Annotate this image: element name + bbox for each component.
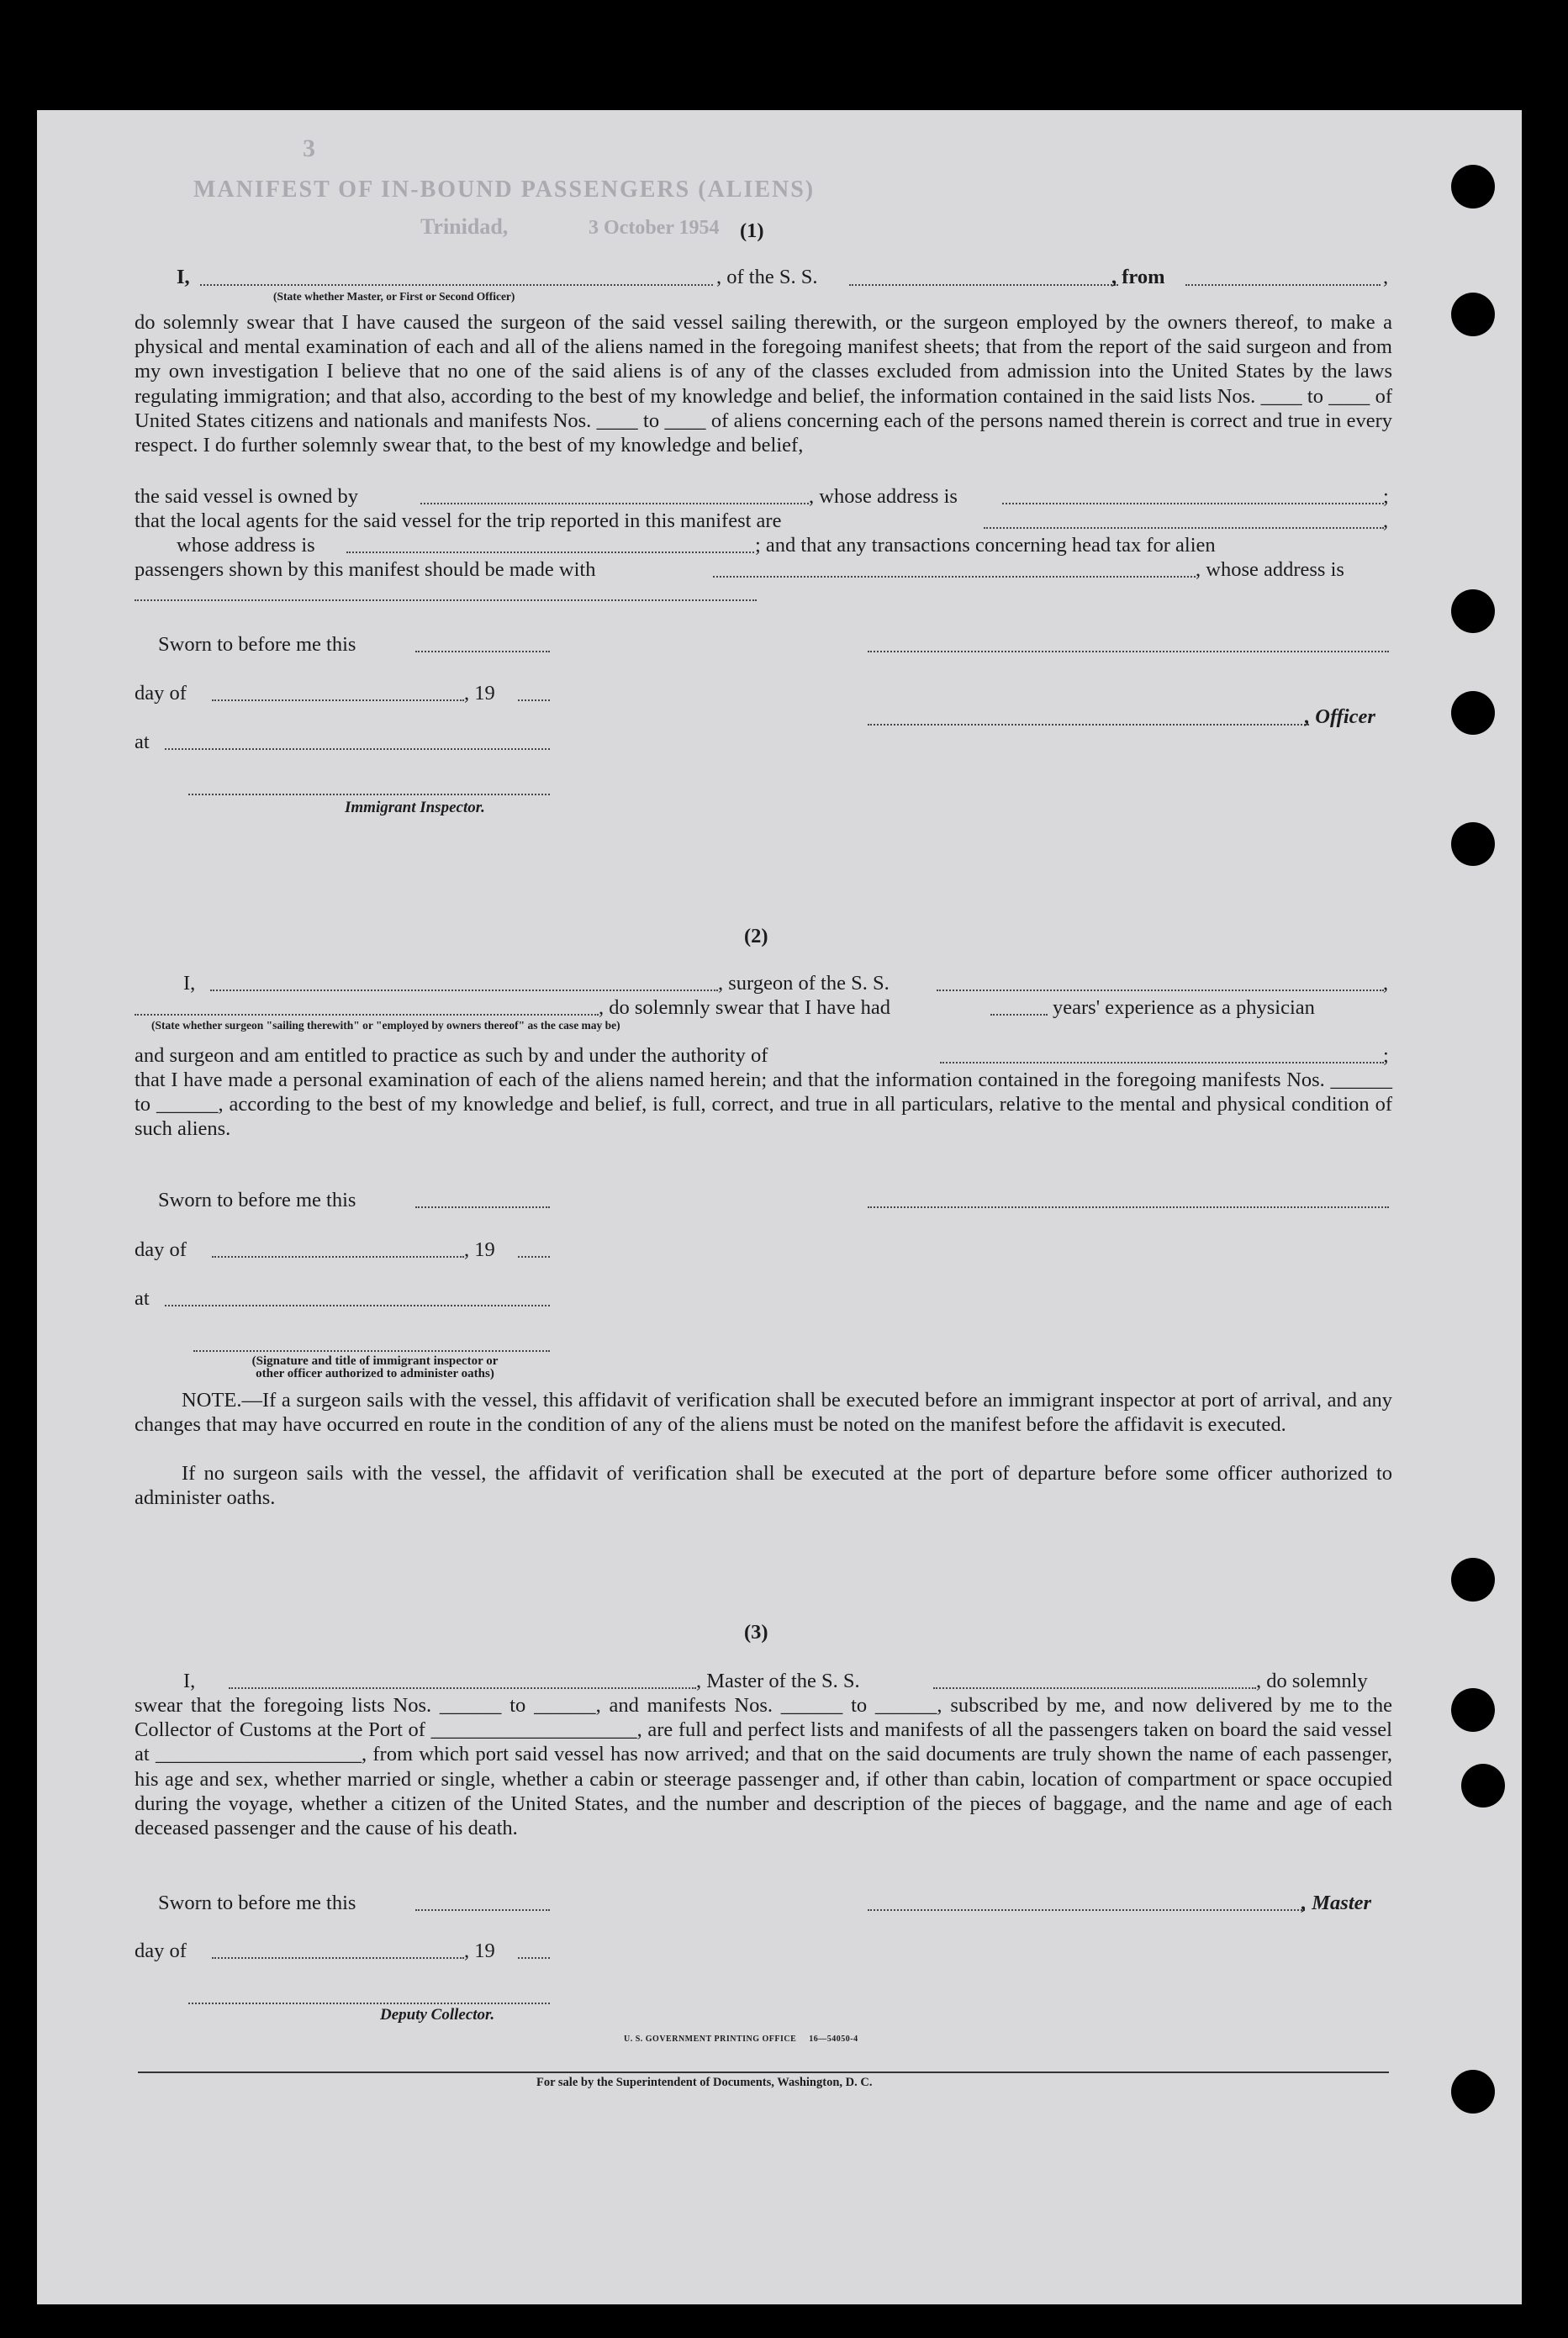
section2-heading: (2) bbox=[744, 925, 768, 947]
punch-hole bbox=[1451, 1688, 1495, 1732]
officer-label: , Officer bbox=[1305, 705, 1375, 728]
head-tax-party-field[interactable] bbox=[713, 576, 1196, 578]
at-field-1[interactable] bbox=[165, 748, 550, 750]
whose-address-label: , whose address is bbox=[809, 485, 958, 508]
officer-signature-field[interactable] bbox=[868, 724, 1309, 726]
from-port-field[interactable] bbox=[1185, 284, 1381, 286]
master-name-field[interactable] bbox=[229, 1687, 696, 1689]
note-paragraph-2: If no surgeon sails with the vessel, the affidavit of verification shall be executed at the port of departure before some officer authorized to administer oaths. bbox=[135, 1462, 1392, 1510]
day-of-label-2: day of bbox=[135, 1238, 187, 1261]
surgeon-name-field[interactable] bbox=[210, 990, 718, 991]
sworn-label-3: Sworn to before me this bbox=[158, 1892, 356, 1914]
surgeon-type-field[interactable] bbox=[135, 1014, 599, 1016]
punch-hole bbox=[1451, 2070, 1495, 2114]
day-field-3[interactable] bbox=[212, 1957, 464, 1959]
master-of-label: , Master of the S. S. bbox=[696, 1670, 860, 1692]
deputy-signature-field[interactable] bbox=[188, 2003, 550, 2004]
master-vessel-field[interactable] bbox=[933, 1687, 1256, 1689]
punch-hole bbox=[1461, 1764, 1505, 1808]
gpo-imprint: U. S. GOVERNMENT PRINTING OFFICE 16—54050-4 bbox=[624, 2035, 858, 2044]
head-tax-address-field[interactable] bbox=[135, 599, 757, 601]
do-solemnly-label-2: , do solemnly swear that I have had bbox=[599, 996, 890, 1019]
inspector-signature-field-2[interactable] bbox=[193, 1350, 550, 1352]
from-label: , from bbox=[1111, 266, 1165, 288]
section2-I: I, bbox=[183, 972, 196, 995]
punch-hole bbox=[1451, 822, 1495, 866]
surgeon-vessel-field[interactable] bbox=[937, 990, 1384, 991]
section1-heading: (1) bbox=[740, 219, 764, 242]
year-field-3[interactable] bbox=[518, 1957, 550, 1959]
section3-oath-paragraph: swear that the foregoing lists Nos. ______ to ______, and manifests Nos. ______ to ______, subscribed by me, and now delivered by me to the Collector of Customs at the Port of ____________________, are full and perfect lists and manifests of all the passengers taken on board the said vessel at ____________________, from which port said vessel has now arrived; and that on the said documents are truly shown the name of each passenger, his age and sex, whether married or single, whether a cabin or steerage passenger and, if other than cabin, location of compartment or space occupied during the voyage, whether a citizen of the United States, and the number and description of the pieces of baggage, and the name and age of each deceased passenger and the cause of his death. bbox=[135, 1694, 1392, 1840]
section3-I: I, bbox=[183, 1670, 196, 1692]
faded-number: 3 bbox=[303, 135, 315, 162]
surgeon-of-label: , surgeon of the S. S. bbox=[718, 972, 890, 995]
punch-hole bbox=[1451, 1558, 1495, 1602]
day-of-label-1: day of bbox=[135, 682, 187, 705]
inspector-signature-field[interactable] bbox=[188, 794, 550, 795]
section2-oath-paragraph: that I have made a personal examination of each of the aliens named herein; and that the information contained in the foregoing manifests Nos. ______ to ______, according to the best of my knowledge and belief, is full, correct, and true in all particulars, relative to the mental and physical condition of such aliens. bbox=[135, 1069, 1392, 1141]
note-paragraph-1: NOTE.—If a surgeon sails with the vessel, this affidavit of verification shall be executed before an immigrant inspector at port of arrival, and any changes that may have occurred en route in the condition of any of the aliens must be noted on the manifest before the affidavit is executed. bbox=[135, 1389, 1392, 1437]
punch-hole bbox=[1451, 589, 1495, 633]
punch-hole bbox=[1451, 165, 1495, 208]
at-label-2: at bbox=[135, 1287, 150, 1310]
whose-address-label-2: whose address is bbox=[177, 534, 315, 557]
local-agents-field[interactable] bbox=[984, 527, 1384, 529]
deputy-caption: Deputy Collector. bbox=[380, 2006, 495, 2024]
officer-name-field[interactable] bbox=[200, 284, 713, 286]
section1-oath-paragraph: do solemnly swear that I have caused the surgeon of the said vessel sailing therewith, or the surgeon employed by the owners thereof, to make a physical and mental examination of each and all of the aliens named in the foregoing manifest sheets; that from the report of the said surgeon and from my own investigation I believe that no one of the said aliens is of any of the classes excluded from admission into the United States by the laws regulating immigration; and that also, according to the best of my knowledge and belief, the information contained in the said lists Nos. ____ to ____ of United States citizens and nationals and manifests Nos. ____ to ____ of aliens concerning each of the persons named therein is correct and true in every respect. I do further solemnly swear that, to the best of my knowledge and belief, bbox=[135, 311, 1392, 457]
sworn-label-2: Sworn to before me this bbox=[158, 1189, 356, 1211]
faded-title: MANIFEST OF IN-BOUND PASSENGERS (ALIENS) bbox=[193, 177, 816, 203]
year-field-2[interactable] bbox=[518, 1256, 550, 1258]
owner-address-field[interactable] bbox=[1002, 503, 1384, 504]
of-the-ss-label: , of the S. S. bbox=[716, 266, 818, 288]
faded-date: 3 October 1954 bbox=[589, 217, 720, 239]
surgeon-signature-field[interactable] bbox=[868, 1206, 1389, 1208]
authority-field[interactable] bbox=[940, 1062, 1384, 1063]
whose-address-label-3: , whose address is bbox=[1196, 558, 1344, 581]
do-solemnly-label-3: , do solemnly bbox=[1256, 1670, 1368, 1692]
footer-rule bbox=[138, 2071, 1389, 2073]
local-agents-label: that the local agents for the said vessel for the trip reported in this manifest are bbox=[135, 509, 782, 532]
day-of-label-3: day of bbox=[135, 1940, 187, 1962]
authority-label: and surgeon and am entitled to practice as such by and under the authority of bbox=[135, 1044, 768, 1067]
day-field-1[interactable] bbox=[212, 699, 464, 701]
vessel-name-field[interactable] bbox=[849, 284, 1118, 286]
section1-I: I, bbox=[177, 266, 190, 288]
inspector-caption: Immigrant Inspector. bbox=[345, 799, 485, 816]
years-field[interactable] bbox=[990, 1014, 1048, 1016]
faded-location: Trinidad, bbox=[420, 214, 509, 239]
punch-hole bbox=[1451, 293, 1495, 336]
sworn-date-field-1[interactable] bbox=[415, 651, 550, 652]
master-label: , Master bbox=[1301, 1892, 1372, 1914]
nineteen-label-1: , 19 bbox=[464, 682, 495, 705]
sworn-date-field-2[interactable] bbox=[415, 1206, 550, 1208]
passengers-shown-label: passengers shown by this manifest should be made with bbox=[135, 558, 596, 581]
nineteen-label-2: , 19 bbox=[464, 1238, 495, 1261]
punch-hole bbox=[1451, 691, 1495, 735]
years-experience-label: years' experience as a physician bbox=[1053, 996, 1315, 1019]
section3-heading: (3) bbox=[744, 1621, 768, 1644]
owned-by-label: the said vessel is owned by bbox=[135, 485, 359, 508]
sworn-label-1: Sworn to before me this bbox=[158, 633, 356, 656]
master-signature-field[interactable] bbox=[868, 1909, 1305, 1911]
year-field-1[interactable] bbox=[518, 699, 550, 701]
owner-field[interactable] bbox=[420, 503, 809, 504]
day-field-2[interactable] bbox=[212, 1256, 464, 1258]
sale-notice: For sale by the Superintendent of Documents, Washington, D. C. bbox=[536, 2076, 873, 2089]
at-label-1: at bbox=[135, 731, 150, 753]
caption-surgeon: (State whether surgeon "sailing therewith" or "employed by owners thereof" as the case may be) bbox=[151, 1019, 620, 1032]
caption-master: (State whether Master, or First or Second Officer) bbox=[273, 290, 515, 303]
nineteen-label-3: , 19 bbox=[464, 1940, 495, 1962]
officer-signature-top[interactable] bbox=[868, 651, 1389, 652]
at-field-2[interactable] bbox=[165, 1305, 550, 1306]
agents-address-field[interactable] bbox=[346, 552, 754, 553]
sworn-date-field-3[interactable] bbox=[415, 1909, 550, 1911]
head-tax-label: ; and that any transactions concerning head tax for alien bbox=[755, 534, 1216, 557]
sig-caption-2: (Signature and title of immigrant inspector or other officer authorized to administer oaths) bbox=[251, 1354, 499, 1380]
